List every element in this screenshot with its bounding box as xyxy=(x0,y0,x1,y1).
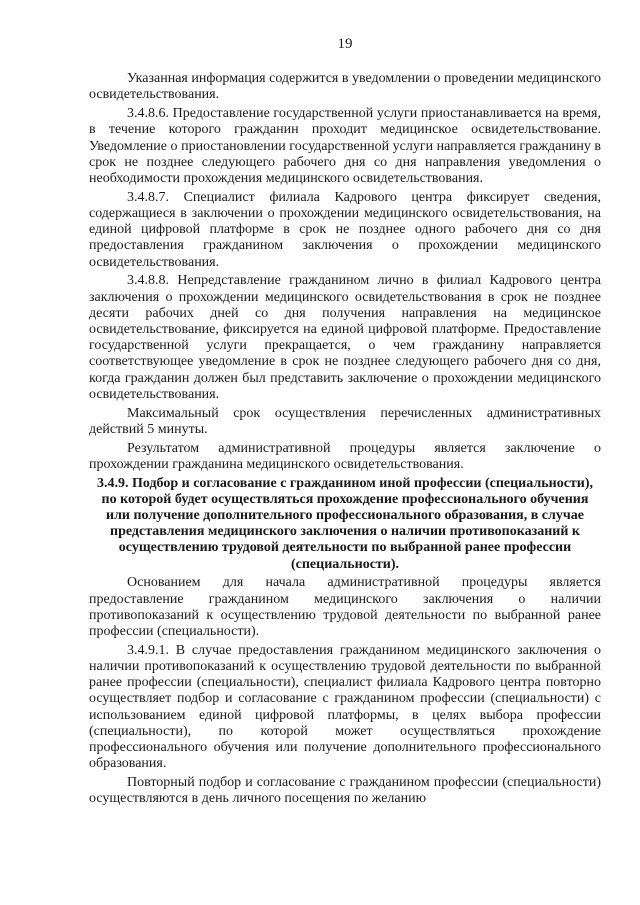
paragraph-result: Результатом административной процедуры является заключение о прохождении гражданина медицинского освидетельствования. xyxy=(89,440,601,472)
paragraph-notice-info: Указанная информация содержится в уведомлении о проведении медицинского освидетельствования. xyxy=(89,71,601,103)
paragraph-3-4-8-6: 3.4.8.6. Предоставление государственной услуги приостанавливается на время, в течение которого гражданин проходит медицинское освидетельствование. Уведомление о приостановлении государственной услуги направляется гражданину в срок не позднее следующего рабочего дня со дня направления уведомления о необходимости прохождения медицинского освидетельствования. xyxy=(89,106,601,187)
section-heading-3-4-9: 3.4.9. Подбор и согласование с гражданином иной профессии (специальности), по которой будет осуществляться прохождение профессионального обучения или получение дополнительного профессионального образования, в случае представления медицинского заключения о наличии противопоказаний к осуществлению трудовой деятельности по выбранной ранее профессии (специальности). xyxy=(96,475,594,572)
paragraph-3-4-9-1: 3.4.9.1. В случае предоставления гражданином медицинского заключения о наличии противопоказаний к осуществлению трудовой деятельности по выбранной ранее профессии (специальности), специалист филиала Кадрового центра повторно осуществляет подбор и согласование с гражданином профессии (специальности) с использованием единой цифровой платформы, в целях выбора профессии (специальности), по которой может осуществляться прохождение профессионального обучения или получение дополнительного профессионального образования. xyxy=(89,642,601,772)
paragraph-max-time: Максимальный срок осуществления перечисленных административных действий 5 минуты. xyxy=(89,405,601,437)
paragraph-3-4-8-7: 3.4.8.7. Специалист филиала Кадрового центра фиксирует сведения, содержащиеся в заключении о прохождении медицинского освидетельствования, на единой цифровой платформе в срок не позднее одного рабочего дня со дня предоставления гражданином заключения о прохождении медицинского освидетельствования. xyxy=(89,189,601,270)
paragraph-3-4-8-8: 3.4.8.8. Непредставление гражданином лично в филиал Кадрового центра заключения о прохождении медицинского освидетельствования в срок не позднее десяти рабочих дней со дня получения направления на медицинское освидетельствование, фиксируется на единой цифровой платформе. Предоставление государственной услуги прекращается, о чем гражданину направляется соответствующее уведомление в срок не позднее следующего рабочего дня со дня, когда гражданин должен был представить заключение о прохождении медицинского освидетельствования. xyxy=(89,273,601,402)
paragraph-repeat-selection: Повторный подбор и согласование с гражданином профессии (специальности) осуществляются в день личного посещения по желанию xyxy=(89,775,601,807)
page-number: 19 xyxy=(337,36,353,52)
paragraph-basis: Основанием для начала административной процедуры является предоставление гражданином медицинского заключения о наличии противопоказаний к осуществлению трудовой деятельности по выбранной ранее профессии (специальности). xyxy=(89,575,601,640)
